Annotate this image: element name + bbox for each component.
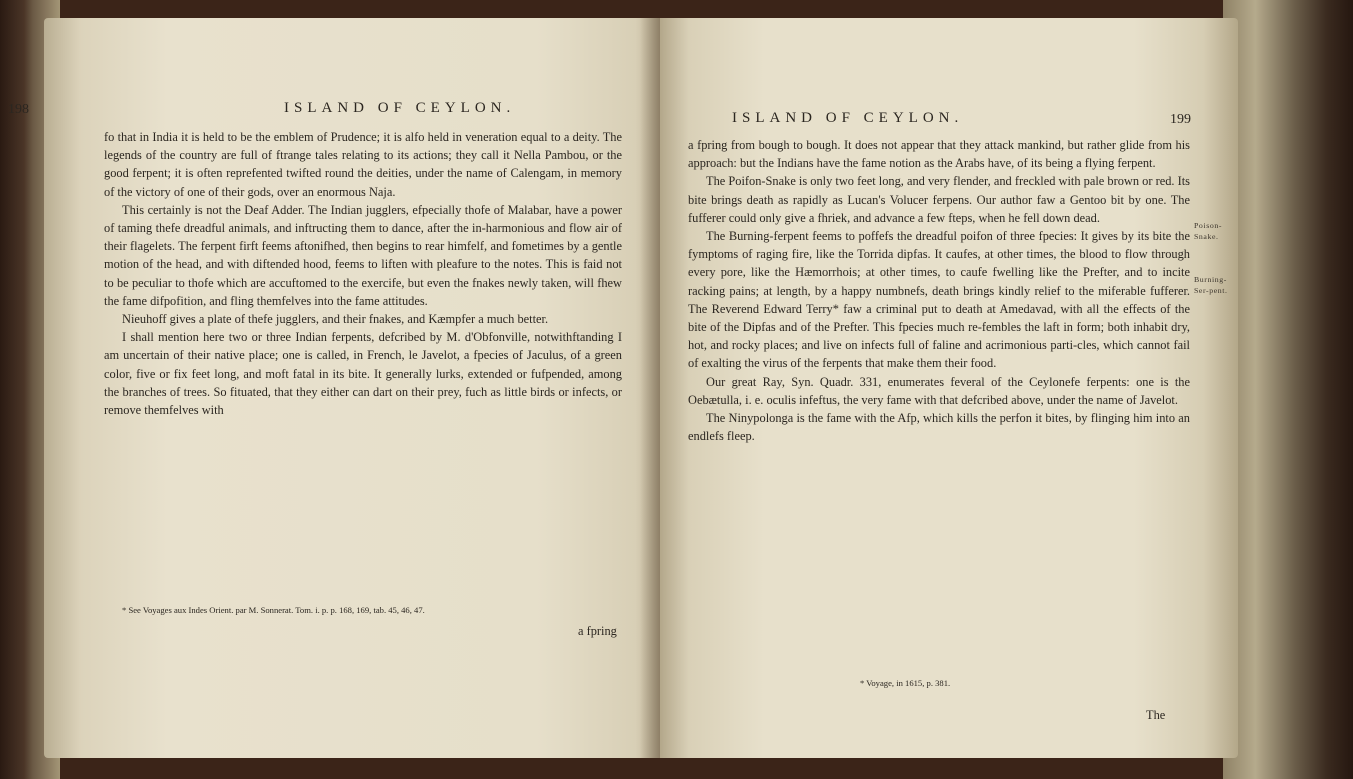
paragraph: The Burning-ferpent feems to poffefs the dreadful poifon of three fpecies: It gives by its bite the fymptoms of raging fire, like the Torrida dipfas. It caufes, at other times, the blood to flow through every pore, like the Hæmorrhois; at other times, to caufe fwelling like the Prefter, and to incite racking pains; at length, by a happy numbnefs, death brings kindly relief to the miferable fufferer. The Reverend Edward Terry* faw a criminal put to death at Amedavad, with all the effects of the bite of the Dipfas and of the Prefter. This fpecies much re-fembles the laft in form; both inhabit dry, hot, and rocky places; and live on infects full of faline and acrimonious parti-cles, which cannot fail of exalting the virus of the ferpents that make them their food. <box>688 229 1190 371</box>
running-header: ISLAND OF CEYLON. <box>732 110 964 126</box>
paragraph: Nieuhoff gives a plate of thefe jugglers, and their fnakes, and Kæmpfer a much better. <box>122 312 549 327</box>
paragraph: a fpring from bough to bough. It does not appear that they attack mankind, but rather glide from his approach: but the Indians have the fame notion as the Arabs have, of its being a flying ferpent. <box>688 138 1190 171</box>
book-edge-right <box>1223 0 1353 779</box>
paragraph: fo that in India it is held to be the emblem of Prudence; it is alfo held in veneration equal to a deity. The legends of the country are full of ftrange tales relating to its actions; they call it Nella Pambou, or the good ferpent; it is often reprefented twifted round the deities, under the name of Calengam, in memory of the victory of one of their gods, over an enormous Naja. <box>104 130 622 199</box>
running-header: ISLAND OF CEYLON. <box>284 100 516 116</box>
catchword: a fpring <box>578 624 617 638</box>
catchword: The <box>1146 708 1166 722</box>
footnote: * See Voyages aux Indes Orient. par M. Sonnerat. Tom. i. p. p. 168, 169, tab. 45, 46, 47. <box>122 605 425 615</box>
paragraph: This certainly is not the Deaf Adder. The Indian jugglers, efpecially thofe of Malabar, have a power of taming thefe dreadful animals, and inftructing them to dance, after the in-harmonious and flow air of their flagelets. The ferpent firft feems aftonifhed, then begins to rear himfelf, and fometimes by a gentle motion of the head, and with diftended hood, feems to liften with pleafure to the notes. This is faid not to be peculiar to thofe which are accuftomed to the exercife, but even the fnakes newly taken, will fhew the fame difpofition, and fling themfelves into the fame attitudes. <box>104 202 622 308</box>
body-text <box>688 136 1190 445</box>
paragraph: The Poifon-Snake is only two feet long, and very flender, and freckled with pale brown or red. Its bite brings death as rapidly as Lucan's Volucer ferpens. Our author faw a Gentoo bit by one. The fufferer could only give a fhriek, and advance a few fteps, when he fell down dead. <box>688 174 1190 225</box>
page-number: 199 <box>1170 112 1191 127</box>
paragraph: The Ninypolonga is the fame with the Afp, which kills the perfon it bites, by flinging him into an endlefs fleep. <box>688 411 1190 444</box>
margin-note-poison-snake: Poison-Snake. <box>1194 221 1223 241</box>
left-page <box>8 18 660 758</box>
page-number: 198 <box>8 102 29 117</box>
margin-note-burning-serpent: Burning-Ser-pent. <box>1194 275 1228 295</box>
footnote: * Voyage, in 1615, p. 381. <box>860 678 951 688</box>
right-page <box>660 18 1238 758</box>
paragraph: I shall mention here two or three Indian ferpents, defcribed by M. d'Obfonville, notwithftanding I am uncertain of their native place; one is called, in French, le Javelot, a fpecies of Jaculus, of a green color, five or fix feet long, and moft fatal in its bite. It generally lurks, extended or fufpended, among the branches of trees. So fituated, that they either can dart on their prey, fuch as little birds or infects, or remove themfelves with <box>104 330 622 418</box>
paragraph: Our great Ray, Syn. Quadr. 331, enumerates feveral of the Ceylonefe ferpents: one is the Oebætulla, i. e. oculis infeftus, the very fame with that defcribed above, under the name of Javelot. <box>688 374 1190 407</box>
body-text <box>104 128 622 419</box>
